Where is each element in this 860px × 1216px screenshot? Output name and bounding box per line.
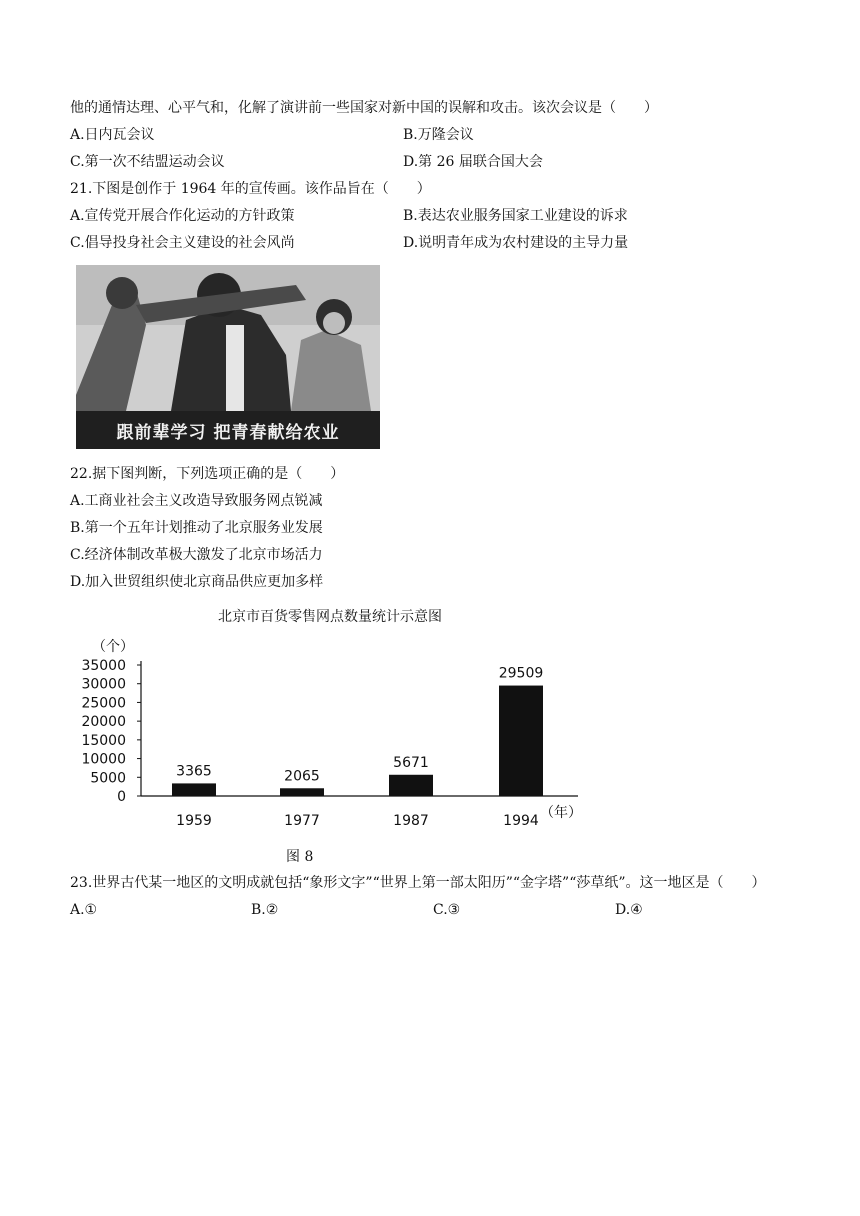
y-tick-label: 0	[117, 789, 126, 805]
bar-1994	[499, 686, 543, 796]
q22-stem: 22.据下图判断，下列选项正确的是（ ）	[70, 466, 345, 482]
q21-option-a[interactable]: A.宣传党开展合作化运动的方针政策	[70, 208, 295, 224]
bar-1977	[280, 788, 324, 796]
bar-chart	[0, 625, 860, 865]
q22-option-b[interactable]: B.第一个五年计划推动了北京服务业发展	[70, 520, 323, 536]
y-axis-label: （个）	[92, 639, 134, 655]
data-label-1977: 2065	[284, 768, 320, 785]
q23-stem: 23.世界古代某一地区的文明成就包括“象形文字”“世界上第一部太阳历”“金字塔”“莎草纸”。这一地区是（ ）	[70, 875, 766, 891]
q21-option-d[interactable]: D.说明青年成为农村建设的主导力量	[403, 235, 629, 251]
chart-title: 北京市百货零售网点数量统计示意图	[218, 609, 442, 625]
y-tick-label: 10000	[81, 751, 126, 768]
figure-label: 图 8	[286, 849, 314, 865]
q20-option-a[interactable]: A.日内瓦会议	[70, 127, 155, 143]
bar-1987	[389, 775, 433, 796]
poster-caption: 跟前辈学习 把青春献给农业	[76, 411, 380, 449]
y-tick-label: 15000	[81, 732, 126, 749]
q23-option-b[interactable]: B.②	[251, 902, 279, 918]
y-tick-label: 25000	[81, 695, 126, 712]
data-label-1994: 29509	[498, 665, 544, 682]
q20-stem-tail: 他的通情达理、心平气和，化解了演讲前一些国家对新中国的误解和攻击。该次会议是（ ）	[70, 100, 658, 116]
q23-option-c[interactable]: C.③	[433, 902, 461, 918]
x-tick-label-1959: 1959	[176, 813, 212, 829]
q20-option-d[interactable]: D.第 26 届联合国大会	[403, 154, 543, 170]
y-tick-label: 35000	[81, 658, 126, 674]
q20-option-b[interactable]: B.万隆会议	[403, 127, 474, 143]
y-tick-label: 30000	[81, 676, 126, 693]
q21-option-b[interactable]: B.表达农业服务国家工业建设的诉求	[403, 208, 628, 224]
y-tick-label: 5000	[90, 770, 126, 787]
data-label-1987: 5671	[393, 754, 429, 771]
q23-option-d[interactable]: D.④	[615, 902, 643, 918]
q23-option-a[interactable]: A.①	[70, 902, 98, 918]
propaganda-poster-image	[76, 265, 380, 449]
q20-option-c[interactable]: C.第一次不结盟运动会议	[70, 154, 225, 170]
x-tick-label-1987: 1987	[393, 813, 429, 829]
y-tick-label: 20000	[81, 714, 126, 731]
q22-option-a[interactable]: A.工商业社会主义改造导致服务网点锐减	[70, 493, 323, 509]
x-tick-label-1977: 1977	[284, 813, 320, 829]
q22-option-d[interactable]: D.加入世贸组织使北京商品供应更加多样	[70, 574, 324, 590]
data-label-1959: 3365	[176, 763, 212, 780]
x-tick-label-1994: 1994	[503, 813, 539, 829]
bar-1959	[172, 783, 216, 796]
x-axis-label: （年）	[540, 805, 582, 821]
q21-option-c[interactable]: C.倡导投身社会主义建设的社会风尚	[70, 235, 295, 251]
q21-stem: 21.下图是创作于 1964 年的宣传画。该作品旨在（ ）	[70, 181, 431, 197]
q22-option-c[interactable]: C.经济体制改革极大激发了北京市场活力	[70, 547, 323, 563]
